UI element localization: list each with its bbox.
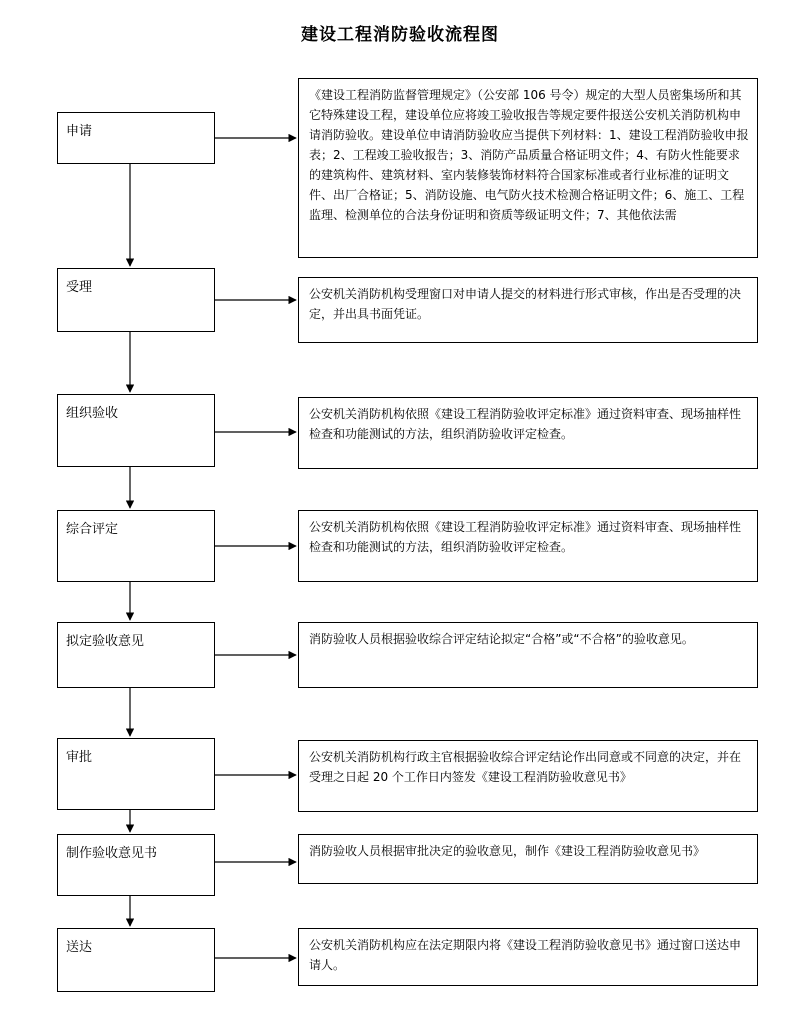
step-box-approval: 审批 (57, 738, 215, 810)
desc-box-organize-inspection: 公安机关消防机构依照《建设工程消防验收评定标准》通过资料审查、现场抽样性检查和功能测试的方法，组织消防验收评定检查。 (298, 397, 758, 469)
step-box-deliver: 送达 (57, 928, 215, 992)
desc-box-deliver: 公安机关消防机构应在法定期限内将《建设工程消防验收意见书》通过窗口送达申请人。 (298, 928, 758, 986)
step-box-organize-inspection: 组织验收 (57, 394, 215, 467)
step-box-prepare-opinion-document: 制作验收意见书 (57, 834, 215, 896)
desc-box-accept: 公安机关消防机构受理窗口对申请人提交的材料进行形式审核，作出是否受理的决定，并出具书面凭证。 (298, 277, 758, 343)
step-box-comprehensive-evaluation: 综合评定 (57, 510, 215, 582)
desc-box-apply: 《建设工程消防监督管理规定》（公安部 106 号令）规定的大型人员密集场所和其它特殊建设工程，建设单位应将竣工验收报告等规定要件报送公安机关消防机构申请消防验收。建设单位申请消防验收应当提供下列材料：1、建设工程消防验收申报表；2、工程竣工验收报告；3、消防产品质量合格证明文件；4、有防火性能要求的建筑构件、建筑材料、室内装修装饰材料符合国家标准或者行业标准的证明文件、出厂合格证；5、消防设施、电气防火技术检测合格证明文件；6、施工、工程监理、检测单位的合法身份证明和资质等级证明文件；7、其他依法需 (298, 78, 758, 258)
diagram-title: 建设工程消防验收流程图 (301, 25, 499, 45)
desc-box-approval: 公安机关消防机构行政主官根据验收综合评定结论作出同意或不同意的决定，并在受理之日起 20 个工作日内签发《建设工程消防验收意见书》 (298, 740, 758, 812)
desc-box-draft-opinion: 消防验收人员根据验收综合评定结论拟定“合格”或“不合格”的验收意见。 (298, 622, 758, 688)
step-box-draft-opinion: 拟定验收意见 (57, 622, 215, 688)
desc-box-comprehensive-evaluation: 公安机关消防机构依照《建设工程消防验收评定标准》通过资料审查、现场抽样性检查和功能测试的方法，组织消防验收评定检查。 (298, 510, 758, 582)
step-box-accept: 受理 (57, 268, 215, 332)
step-box-apply: 申请 (57, 112, 215, 164)
desc-box-prepare-opinion-document: 消防验收人员根据审批决定的验收意见，制作《建设工程消防验收意见书》 (298, 834, 758, 884)
